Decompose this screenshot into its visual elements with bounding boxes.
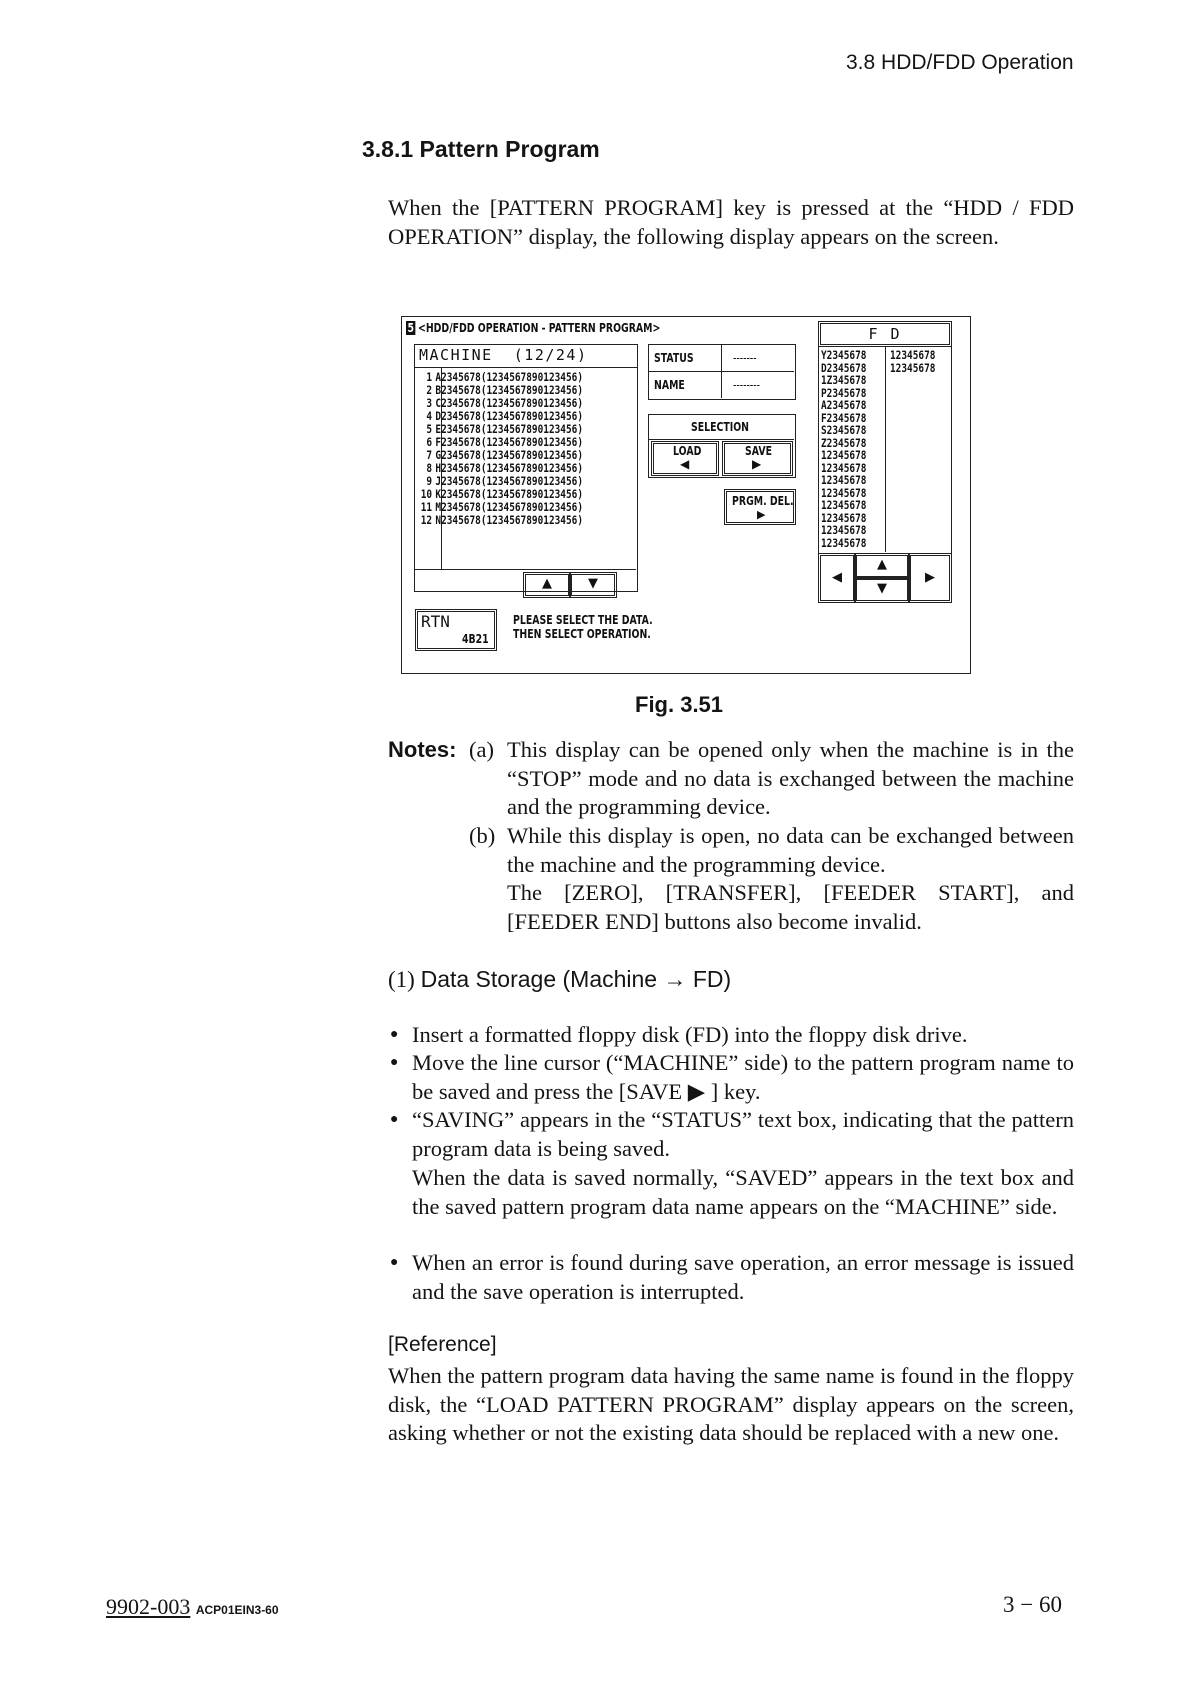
fd-row[interactable]: D2345678 (821, 360, 867, 375)
machine-header (414, 344, 638, 368)
fd-row[interactable]: S2345678 (821, 423, 867, 437)
fd-left-button[interactable] (818, 553, 856, 603)
machine-row-number: 9 (426, 474, 433, 488)
fd-row[interactable]: 12345678 (821, 473, 867, 487)
step-number: (1) (388, 967, 415, 992)
machine-row[interactable] (419, 514, 583, 527)
bullet-dot-icon: ● (390, 1255, 399, 1270)
machine-row-text: B2345678(1234567890123456) (435, 383, 584, 397)
machine-row-text: D2345678(1234567890123456) (435, 409, 584, 423)
document-code (106, 1594, 279, 1620)
bullet-dot-icon: ● (390, 1112, 399, 1127)
fd-row[interactable]: Y2345678 (821, 348, 867, 362)
notes-label: Notes: (388, 737, 457, 762)
bullet-3-extra: When the data is saved normally, “SAVED” appears in the text box and the saved pattern program data name appears on the “MACHINE” side. (412, 1165, 1074, 1219)
screen-title (406, 321, 660, 335)
fd-down-button[interactable] (854, 577, 910, 603)
down-arrow-icon: ▼ (588, 576, 598, 591)
note-b-text: While this display is open, no data can be exchanged between the machine and the programming device. (507, 823, 1074, 877)
right-arrow-icon: ▶ (757, 508, 766, 521)
bullet-1 (390, 1021, 1074, 1050)
fd-row[interactable]: 1Z345678 (821, 373, 867, 387)
prgm-del-button[interactable] (724, 489, 796, 525)
load-button[interactable] (651, 441, 719, 476)
bullet-dot-icon: ● (390, 1055, 399, 1070)
bullet-4-text: When an error is found during save operation, an error message is issued and the save operation is interrupted. (412, 1250, 1074, 1304)
machine-row-number: 8 (426, 461, 433, 475)
status-name-box (648, 344, 796, 400)
running-head: 3.8 HDD/FDD Operation (846, 51, 1074, 74)
fd-row[interactable]: 12345678 (821, 448, 867, 462)
machine-row-number: 11 (420, 500, 433, 514)
fd-title: F D (868, 325, 902, 343)
name-label: NAME (654, 378, 685, 392)
machine-row-text: F2345678(1234567890123456) (435, 435, 584, 449)
fd-row[interactable]: F2345678 (821, 410, 867, 425)
pattern-program-screen (401, 316, 971, 674)
screen-title-text: <HDD/FDD OPERATION - PATTERN PROGRAM> (417, 321, 661, 335)
machine-row-text: A2345678(1234567890123456) (435, 370, 584, 384)
fd-row[interactable]: Z2345678 (821, 435, 867, 450)
bullet-3 (390, 1106, 1074, 1163)
rtn-label: RTN (421, 612, 450, 631)
intro-paragraph: When the [PATTERN PROGRAM] key is pressed at the “HDD / FDD OPERATION” display, the following display appears on the screen. (388, 195, 1074, 249)
bullet-dot-icon: ● (390, 1027, 399, 1042)
fd-list[interactable] (818, 346, 952, 554)
machine-row-number: 7 (426, 448, 433, 462)
bullet-3-text: “SAVING” appears in the “STATUS” text box, indicating that the pattern program data is being saved. (412, 1107, 1074, 1161)
machine-row-number: 12 (420, 513, 433, 527)
rtn-button[interactable] (415, 609, 497, 651)
bullet-1-text: Insert a formatted floppy disk (FD) into the floppy disk drive. (412, 1022, 968, 1047)
up-arrow-icon: ▲ (877, 557, 887, 572)
doc-number: 9902-003 (106, 1594, 191, 1619)
message-line-1: PLEASE SELECT THE DATA. (513, 613, 653, 627)
machine-row-text: N2345678(1234567890123456) (435, 513, 584, 527)
fd-right-row[interactable]: 12345678 (890, 360, 936, 375)
fd-row[interactable]: 12345678 (821, 460, 867, 475)
machine-row-text: E2345678(1234567890123456) (435, 422, 584, 436)
step-heading (388, 966, 731, 993)
status-label: STATUS (654, 351, 694, 365)
machine-row-number: 4 (426, 409, 433, 423)
right-arrow-icon: ▶ (925, 570, 935, 585)
note-a-text: This display can be opened only when the machine is in the “STOP” mode and no data is exchanged between the machine and the programming device. (507, 737, 1074, 819)
reference-heading: [Reference] (388, 1333, 497, 1356)
step-title: Data Storage (Machine → FD) (420, 966, 732, 992)
machine-up-button[interactable] (523, 572, 571, 598)
fd-right-row[interactable]: 12345678 (890, 348, 936, 362)
name-value: -------- (733, 378, 761, 392)
selection-label: SELECTION (691, 420, 750, 434)
message-line-2: THEN SELECT OPERATION. (513, 627, 651, 641)
fd-row[interactable]: 12345678 (821, 498, 867, 512)
machine-list[interactable] (414, 367, 638, 592)
machine-row-text: M2345678(1234567890123456) (435, 500, 584, 514)
screen-number-icon: 5 (407, 321, 415, 335)
down-arrow-icon: ▼ (877, 581, 887, 596)
save-label: SAVE (745, 444, 772, 458)
fd-row[interactable]: A2345678 (821, 398, 867, 412)
note-a (469, 736, 1074, 822)
note-b-tag: (b) (469, 823, 496, 848)
reference-text: When the pattern program data having the same name is found in the floppy disk, the “LOAD PATTERN PROGRAM” display appears on the screen, asking whether or not the existing data should be replaced with a new one. (388, 1363, 1074, 1445)
status-value: ------- (733, 351, 757, 365)
load-label: LOAD (673, 444, 702, 458)
machine-row-text: C2345678(1234567890123456) (435, 396, 584, 410)
right-arrow-icon: ▶ (752, 457, 762, 471)
machine-row-number: 6 (426, 435, 433, 449)
fd-up-button[interactable] (854, 553, 910, 579)
fd-header (818, 321, 952, 347)
machine-row-number: 2 (426, 383, 433, 397)
section-title: 3.8.1 Pattern Program (362, 136, 600, 162)
fd-row[interactable]: 12345678 (821, 510, 867, 525)
left-arrow-icon: ◀ (680, 457, 690, 471)
fd-row[interactable]: 12345678 (821, 485, 867, 500)
up-arrow-icon: ▲ (542, 576, 552, 591)
machine-row-number: 10 (420, 487, 433, 501)
note-b (469, 822, 1074, 879)
machine-title: MACHINE (12/24) (419, 346, 588, 364)
fd-row[interactable]: P2345678 (821, 385, 867, 400)
machine-row-number: 1 (426, 370, 433, 384)
fd-row[interactable]: 12345678 (821, 523, 867, 537)
page-number: 3 − 60 (1003, 1592, 1062, 1617)
bullet-2-text: Move the line cursor (“MACHINE” side) to the pattern program name to be saved and press the [SAVE ▶ ] key. (412, 1050, 1074, 1104)
bullet-2 (390, 1049, 1074, 1106)
machine-down-button[interactable] (569, 572, 617, 598)
machine-row-text: K2345678(1234567890123456) (435, 487, 584, 501)
rtn-code: 4B21 (462, 632, 489, 646)
left-arrow-icon: ◀ (832, 570, 842, 585)
machine-row-text: G2345678(1234567890123456) (435, 448, 584, 462)
doc-code-suffix: ACP01EIN3-60 (195, 1603, 279, 1617)
save-button[interactable] (722, 441, 793, 476)
note-b-extra: The [ZERO], [TRANSFER], [FEEDER START], and [FEEDER END] buttons also become invalid. (507, 880, 1074, 934)
prgm-del-label: PRGM. DEL. (732, 494, 794, 508)
fd-row[interactable]: 12345678 (821, 535, 867, 550)
machine-row-text: J2345678(1234567890123456) (435, 474, 584, 488)
fd-right-button[interactable] (908, 553, 952, 603)
machine-row-number: 3 (426, 396, 433, 410)
figure-caption: Fig. 3.51 (635, 692, 724, 717)
bullet-4 (390, 1249, 1074, 1306)
machine-row-number: 5 (426, 422, 433, 436)
machine-row-text: H2345678(1234567890123456) (435, 461, 584, 475)
note-a-tag: (a) (469, 737, 494, 762)
